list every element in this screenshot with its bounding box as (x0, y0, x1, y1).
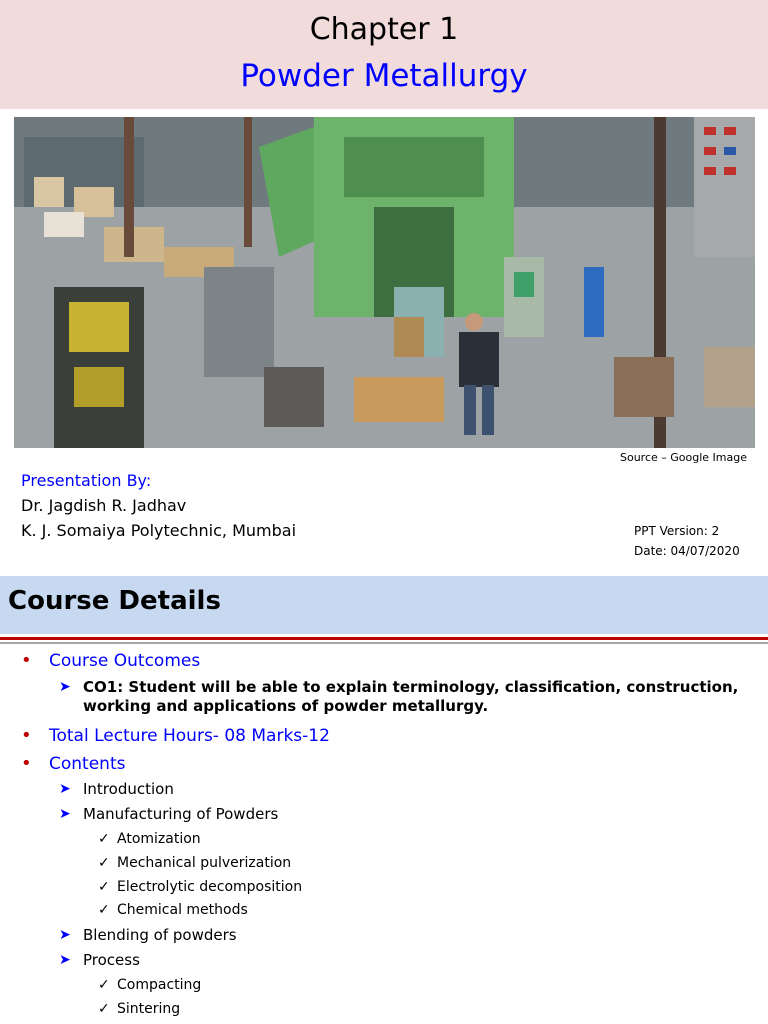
check-mark-icon: ✓ (98, 855, 110, 871)
check-mark-icon: ✓ (98, 1001, 110, 1017)
arrow-bullet-icon: ➤ (59, 781, 71, 797)
list-item-label: Introduction (83, 780, 174, 798)
list-item-introduction (59, 780, 174, 799)
chapter-title: Chapter 1 (309, 12, 459, 47)
list-item-atomization (98, 830, 201, 848)
check-mark-icon: ✓ (98, 902, 110, 918)
list-item-contents (21, 754, 125, 774)
image-source-caption: Source – Google Image (619, 451, 747, 464)
list-item-lecture-hours (21, 726, 330, 746)
arrow-bullet-icon: ➤ (59, 806, 71, 822)
list-item-label: Manufacturing of Powders (83, 805, 279, 823)
list-item-electrolytic (98, 878, 302, 896)
list-item-label: Total Lecture Hours- 08 Marks-12 (49, 726, 330, 746)
check-mark-icon: ✓ (98, 831, 110, 847)
ppt-version: PPT Version: 2 (634, 524, 720, 538)
list-item-course-outcomes (21, 651, 200, 671)
list-item-label: Compacting (117, 977, 202, 993)
header-divider-gray (0, 642, 768, 644)
list-item-compacting (98, 976, 201, 994)
course-details-slide (0, 576, 768, 1024)
list-item-label: Atomization (117, 831, 201, 847)
arrow-bullet-icon: ➤ (59, 952, 71, 968)
list-item-label: CO1: Student will be able to explain terminology, classification, construction, working and applications of powder metallurgy. (83, 678, 739, 715)
course-details-title: Course Details (8, 586, 221, 616)
presenter-name: Dr. Jagdish R. Jadhav (21, 496, 187, 515)
arrow-bullet-icon: ➤ (59, 679, 71, 695)
header-divider-red (0, 637, 768, 640)
check-mark-icon: ✓ (98, 879, 110, 895)
list-item-label: Contents (49, 754, 126, 774)
bullet-dot-icon: • (21, 650, 32, 671)
list-item-blending (59, 926, 237, 945)
bullet-dot-icon: • (21, 725, 32, 746)
arrow-bullet-icon: ➤ (59, 927, 71, 943)
course-header-band (0, 576, 768, 634)
list-item-label: Sintering (117, 1001, 181, 1017)
presented-by-label: Presentation By: (21, 471, 152, 490)
list-item-label: Mechanical pulverization (117, 855, 292, 871)
list-item-label: Chemical methods (117, 902, 248, 918)
list-item-process (59, 951, 140, 970)
factory-photo (14, 117, 755, 448)
list-item-label: Process (83, 951, 140, 969)
institute-name: K. J. Somaiya Polytechnic, Mumbai (21, 521, 297, 540)
bullet-dot-icon: • (21, 753, 32, 774)
list-item-co1 (59, 678, 753, 716)
list-item-mechanical (98, 854, 291, 872)
list-item-sintering (98, 1000, 180, 1018)
list-item-label: Course Outcomes (49, 651, 201, 671)
list-item-chemical (98, 901, 248, 919)
main-title: Powder Metallurgy (240, 58, 528, 94)
list-item-label: Electrolytic decomposition (117, 879, 303, 895)
list-item-manufacturing (59, 805, 278, 824)
ppt-date: Date: 04/07/2020 (634, 544, 740, 558)
check-mark-icon: ✓ (98, 977, 110, 993)
list-item-label: Blending of powders (83, 926, 237, 944)
